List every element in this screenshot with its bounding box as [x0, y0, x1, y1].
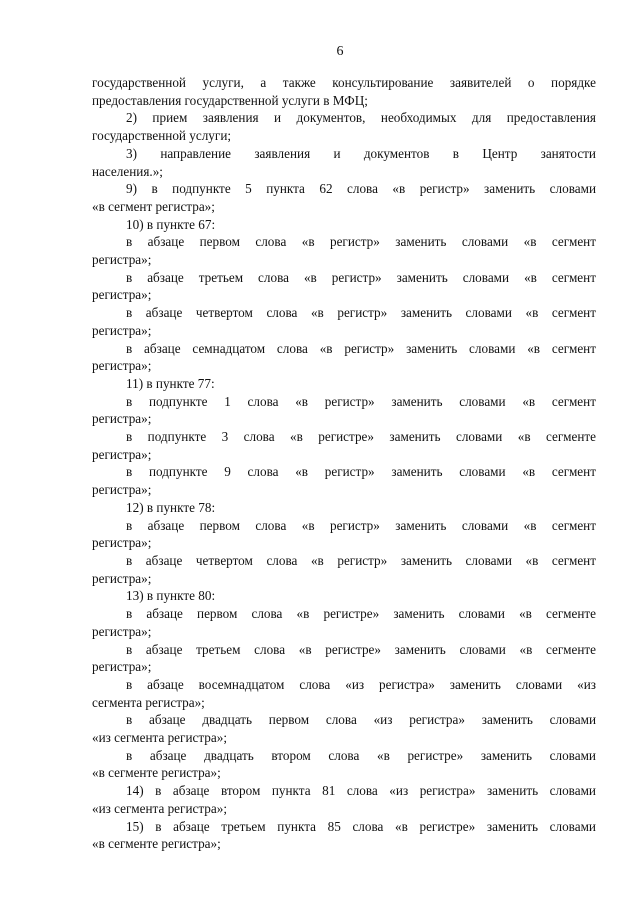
- text-line: в подпункте 9 слова «в регистр» заменить словами «в сегмент: [126, 464, 596, 480]
- text-line: регистра»;: [92, 322, 152, 338]
- text-line: регистра»;: [92, 623, 152, 639]
- text-line: «в сегменте регистра»;: [92, 836, 221, 852]
- text-line: в абзаце третьем слова «в регистре» заменить словами «в сегменте: [126, 641, 596, 657]
- text-line: в абзаце двадцать первом слова «из регистра» заменить словами: [126, 712, 596, 728]
- text-line: в абзаце первом слова «в регистре» заменить словами «в сегменте: [126, 606, 596, 622]
- document-body: [92, 74, 596, 853]
- text-line: 12) в пункте 78:: [126, 499, 216, 515]
- text-line: 9) в подпункте 5 пункта 62 слова «в регистр» заменить словами: [126, 181, 596, 197]
- text-line: государственной услуги;: [92, 128, 232, 144]
- text-line: 2) прием заявления и документов, необходимых для предоставления: [126, 110, 596, 126]
- text-line: «из сегмента регистра»;: [92, 800, 227, 816]
- page-number: 6: [336, 44, 344, 59]
- text-line: «из сегмента регистра»;: [92, 730, 227, 746]
- text-line: в абзаце первом слова «в регистр» заменить словами «в сегмент: [126, 234, 596, 250]
- text-line: 3) направление заявления и документов в Центр занятости: [126, 145, 596, 161]
- text-line: регистра»;: [92, 446, 152, 462]
- text-line: 15) в абзаце третьем пункта 85 слова «в регистре» заменить словами: [126, 818, 596, 834]
- text-line: предоставления государственной услуги в МФЦ;: [92, 92, 368, 108]
- text-line: «в сегменте регистра»;: [92, 765, 221, 781]
- text-line: 13) в пункте 80:: [126, 588, 216, 604]
- text-line: 10) в пункте 67:: [126, 216, 216, 232]
- text-line: в абзаце восемнадцатом слова «из регистра» заменить словами «из: [126, 676, 596, 692]
- text-line: 14) в абзаце втором пункта 81 слова «из регистра» заменить словами: [126, 783, 596, 799]
- text-line: в абзаце третьем слова «в регистр» заменить словами «в сегмент: [126, 269, 596, 285]
- text-line: регистра»;: [92, 535, 152, 551]
- text-line: регистра»;: [92, 287, 152, 303]
- text-line: в абзаце двадцать втором слова «в регистре» заменить словами: [126, 747, 596, 763]
- text-line: регистра»;: [92, 411, 152, 427]
- text-line: в абзаце четвертом слова «в регистр» заменить словами «в сегмент: [126, 552, 596, 568]
- text-line: в абзаце четвертом слова «в регистр» заменить словами «в сегмент: [126, 305, 596, 321]
- text-line: населения.»;: [92, 163, 163, 179]
- text-line: «в сегмент регистра»;: [92, 198, 215, 214]
- text-line: регистра»;: [92, 570, 152, 586]
- text-line: регистра»;: [92, 358, 152, 374]
- text-line: в абзаце семнадцатом слова «в регистр» заменить словами «в сегмент: [126, 340, 596, 356]
- text-line: регистра»;: [92, 252, 152, 268]
- text-line: регистра»;: [92, 659, 152, 675]
- text-line: 11) в пункте 77:: [126, 375, 215, 391]
- text-line: в абзаце первом слова «в регистр» заменить словами «в сегмент: [126, 517, 596, 533]
- text-line: регистра»;: [92, 482, 152, 498]
- text-line: в подпункте 3 слова «в регистре» заменить словами «в сегменте: [126, 429, 596, 445]
- text-line: сегмента регистра»;: [92, 694, 205, 710]
- text-line: государственной услуги, а также консультирование заявителей о порядке: [92, 75, 596, 90]
- text-line: в подпункте 1 слова «в регистр» заменить словами «в сегмент: [126, 393, 596, 409]
